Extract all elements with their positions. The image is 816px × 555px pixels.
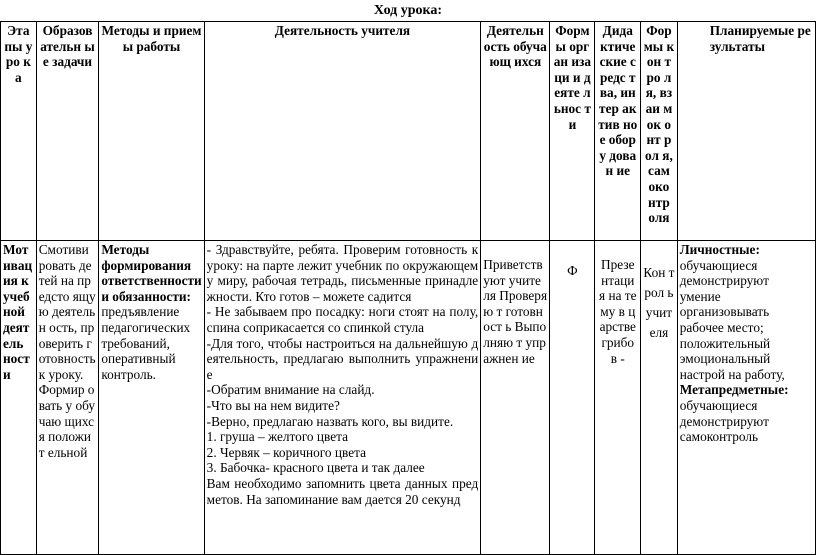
teacher-line: 1. груша – желтого цвета: [206, 429, 349, 445]
header-tasks: Образов ательн ые задачи: [36, 22, 99, 241]
tasks-cell: Смотиви ровать детей на предсто ящую деятельн ость, проверить готовность к уроку. Формир овать у обучаю щихся положит ельной: [36, 241, 99, 555]
stage-cell: Мот ивац ия к учеб ной деят ель ност и: [1, 241, 37, 555]
header-didactic: Дида ктиче ские средс тва, интер актив ное обору дован ие: [595, 22, 641, 241]
lesson-table: [0, 21, 816, 555]
results-label-meta: Метапредметные:: [679, 382, 789, 398]
teacher-line: -Верно, предлагаю назвать кого, вы видите.: [206, 413, 454, 429]
teacher-line: 2. Червяк – коричного цвета: [206, 444, 366, 460]
methods-bold: Методы формирования ответственности и обязанности:: [101, 242, 202, 304]
teacher-line: Вам необходимо запомнить цвета данных предметов. На запоминание вам дается 20 секунд: [206, 475, 479, 507]
header-teacher: Деятельность учителя: [204, 22, 481, 241]
teacher-line: - Здравствуйте, ребята. Проверим готовность к уроку: на парте лежит учебник по окружающему миру, рабочая тетрадь, письменные принадлежности. Кто готов – можете садится: [206, 242, 479, 304]
teacher-line: 3. Бабочка- красного цвета и так далее: [206, 460, 425, 476]
didactic-cell: Презе нтаци я на тему в царстве грибо в -: [595, 241, 641, 555]
students-cell: Приветств уют учителя Проверяю т готовност ь Выполняю т упражнен ие: [481, 241, 550, 555]
page-title: Ход урока:: [373, 3, 443, 18]
teacher-line: -Для того, чтобы настроиться на дальнейшую деятельность, предлагаю выполнить упражнение: [206, 335, 479, 382]
teacher-line: - Не забываем про посадку: ноги стоят на полу, спина соприкасается со спинкой стула: [206, 304, 479, 335]
results-cell: [677, 241, 815, 555]
header-stage: Эта пы уро ка: [1, 22, 37, 241]
teacher-line: -Что вы на нем видите?: [206, 397, 340, 413]
teacher-line: -Обратим внимание на слайд.: [206, 382, 375, 398]
control-cell: Кон трол ь учит еля: [641, 241, 678, 555]
methods-text: предъявление педагогических требований, оперативный контроль.: [101, 304, 191, 382]
results-text-personal: обучающиеся демонстрируют умение организовывать рабочее место; положительный эмоциональный настрой на работу,: [679, 257, 785, 382]
header-results: Планируемые результаты: [677, 22, 815, 241]
header-control: Фор мы кон тро ля, взаи мок онт рол я, сам око нтр оля: [641, 22, 678, 241]
methods-cell: [99, 241, 204, 555]
header-row: [1, 22, 816, 241]
teacher-cell: [204, 241, 481, 555]
header-students: Деятельн ость обучающ ихся: [481, 22, 550, 241]
table-row: [1, 241, 816, 555]
header-methods: Методы и приемы работы: [99, 22, 204, 241]
results-label-personal: Личностные:: [679, 242, 760, 257]
results-text-meta: обучающиеся демонстрируют самоконтроль: [679, 397, 769, 445]
form-cell: Ф: [550, 241, 595, 555]
header-form: Форм ы орган изаци и деяте льнос ти: [550, 22, 595, 241]
